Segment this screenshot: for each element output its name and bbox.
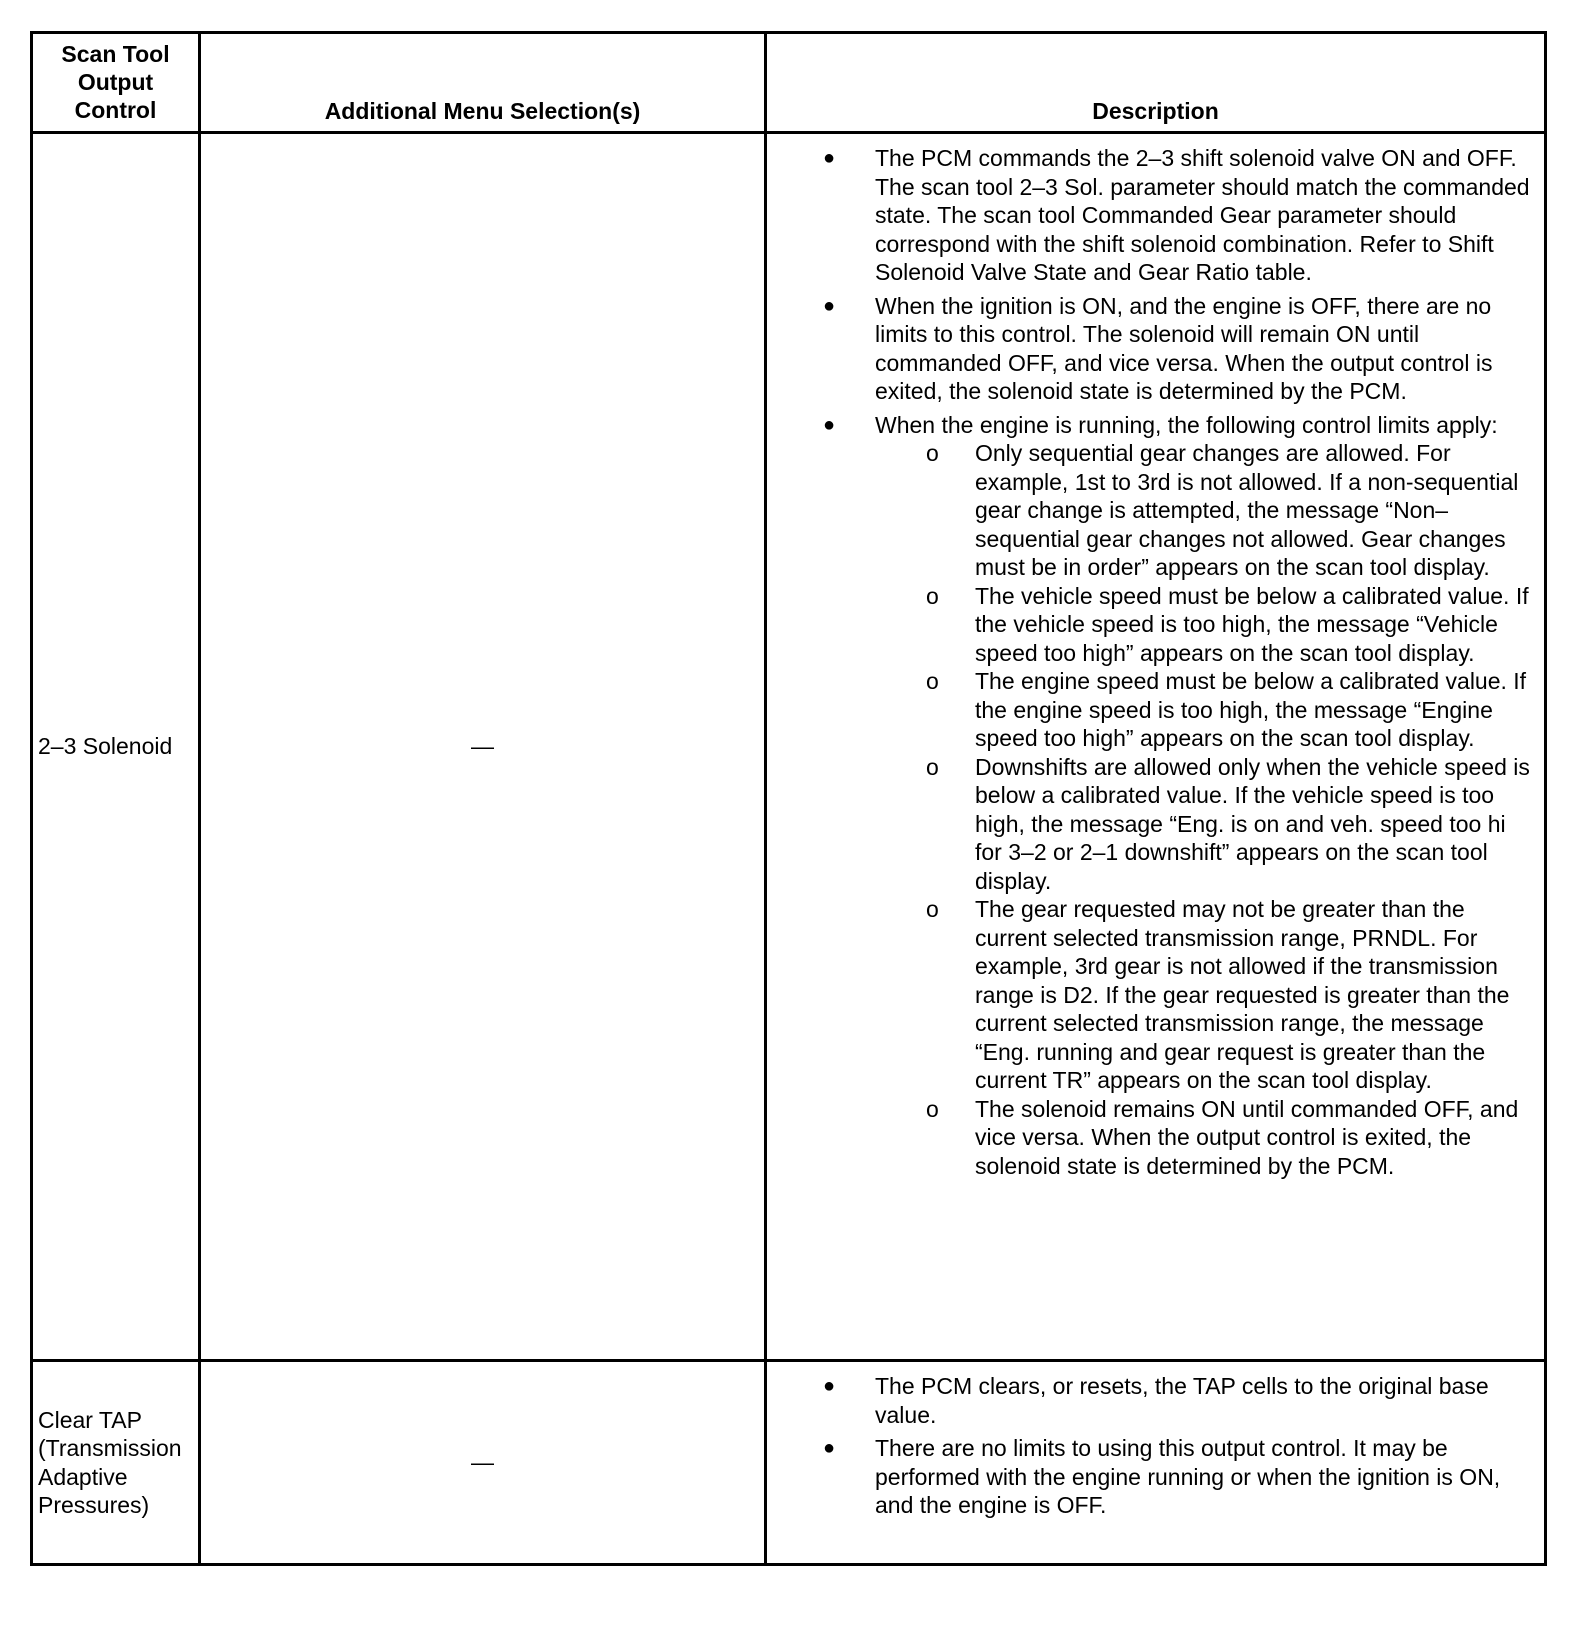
description-bullet-list bbox=[767, 1372, 1538, 1520]
output-control-table bbox=[30, 31, 1547, 1566]
table-row bbox=[32, 1361, 1546, 1565]
sub-bullet-text: Only sequential gear changes are allowed. For example, 1st to 3rd is not allowed. If a non-sequential gear change is attempted, the message “Non–sequential gear changes not allowed. Gear changes must be in order” appears on the scan tool display. bbox=[975, 440, 1519, 580]
header-scan-tool-output-control bbox=[32, 33, 200, 133]
header-control-line: Scan Tool bbox=[61, 41, 170, 67]
bullet-icon: ● bbox=[823, 147, 836, 169]
description-bullet bbox=[823, 292, 1538, 406]
bullet-icon: ● bbox=[823, 1437, 836, 1459]
header-control-line: Output bbox=[77, 69, 154, 95]
sub-bullet-text: The vehicle speed must be below a calibrated value. If the vehicle speed is too high, the message “Vehicle speed too high” appears on the scan tool display. bbox=[975, 582, 1529, 666]
sub-bullet bbox=[926, 1095, 1538, 1181]
description-bullet bbox=[823, 144, 1538, 287]
bullet-text: There are no limits to using this output control. It may be performed with the engine running or when the ignition is ON, and the engine is OFF. bbox=[875, 1435, 1501, 1518]
circle-bullet-icon: o bbox=[926, 582, 939, 609]
sub-bullet-list bbox=[875, 439, 1538, 1180]
bullet-icon: ● bbox=[823, 413, 836, 436]
header-control-line: Control bbox=[74, 97, 157, 123]
description-bullet bbox=[823, 1372, 1538, 1429]
table-row bbox=[32, 133, 1546, 1361]
bullet-text: The PCM clears, or resets, the TAP cells to the original base value. bbox=[875, 1373, 1489, 1428]
sub-bullet bbox=[926, 582, 1538, 668]
control-name-cell: Clear TAP (Transmission Adaptive Pressures) bbox=[32, 1361, 200, 1565]
header-additional-menu-selections: Additional Menu Selection(s) bbox=[200, 33, 766, 133]
circle-bullet-icon: o bbox=[926, 440, 939, 466]
description-bullet-list bbox=[767, 144, 1538, 1180]
sub-bullet bbox=[926, 667, 1538, 753]
description-cell bbox=[766, 133, 1546, 1361]
control-name-cell: 2–3 Solenoid bbox=[32, 133, 200, 1361]
sub-bullet-text: The gear requested may not be greater than the current selected transmission range, PRNDL. For example, 3rd gear is not allowed if the transmission range is D2. If the gear requested is greater than the current selected transmission range, the message “Eng. running and gear request is greater than the current TR” appears on the scan tool display. bbox=[975, 896, 1510, 1093]
bullet-icon: ● bbox=[823, 1375, 836, 1397]
bullet-text: When the ignition is ON, and the engine is OFF, there are no limits to this control. The solenoid will remain ON until commanded OFF, and vice versa. When the output control is exited, the solenoid state is determined by the PCM. bbox=[875, 292, 1493, 404]
sub-bullet bbox=[926, 753, 1538, 896]
menu-selection-cell: — bbox=[200, 133, 766, 1361]
circle-bullet-icon: o bbox=[926, 668, 939, 694]
menu-selection-cell: — bbox=[200, 1361, 766, 1565]
bullet-text: When the engine is running, the following control limits apply: bbox=[875, 411, 1498, 438]
circle-bullet-icon: o bbox=[926, 896, 939, 922]
description-bullet bbox=[823, 411, 1538, 1181]
header-row bbox=[32, 33, 1546, 133]
sub-bullet bbox=[926, 895, 1538, 1095]
bullet-text: The PCM commands the 2–3 shift solenoid valve ON and OFF. The scan tool 2–3 Sol. parameter should match the commanded state. The scan tool Commanded Gear parameter should correspond with the shift solenoid combination. Refer to Shift Solenoid Valve State and Gear Ratio table. bbox=[875, 145, 1530, 285]
description-bullet bbox=[823, 1434, 1538, 1520]
circle-bullet-icon: o bbox=[926, 753, 939, 780]
header-description: Description bbox=[766, 33, 1546, 133]
description-cell bbox=[766, 1361, 1546, 1565]
sub-bullet-text: The solenoid remains ON until commanded OFF, and vice versa. When the output control is exited, the solenoid state is determined by the PCM. bbox=[975, 1095, 1519, 1179]
sub-bullet bbox=[926, 439, 1538, 582]
sub-bullet-text: Downshifts are allowed only when the vehicle speed is below a calibrated value. If the vehicle speed is too high, the message “Eng. is on and veh. speed too hi for 3–2 or 2–1 downshift” appears on the scan tool display. bbox=[975, 753, 1530, 894]
bullet-icon: ● bbox=[823, 294, 836, 317]
circle-bullet-icon: o bbox=[926, 1095, 939, 1122]
sub-bullet-text: The engine speed must be below a calibrated value. If the engine speed is too high, the message “Engine speed too high” appears on the scan tool display. bbox=[975, 668, 1527, 751]
